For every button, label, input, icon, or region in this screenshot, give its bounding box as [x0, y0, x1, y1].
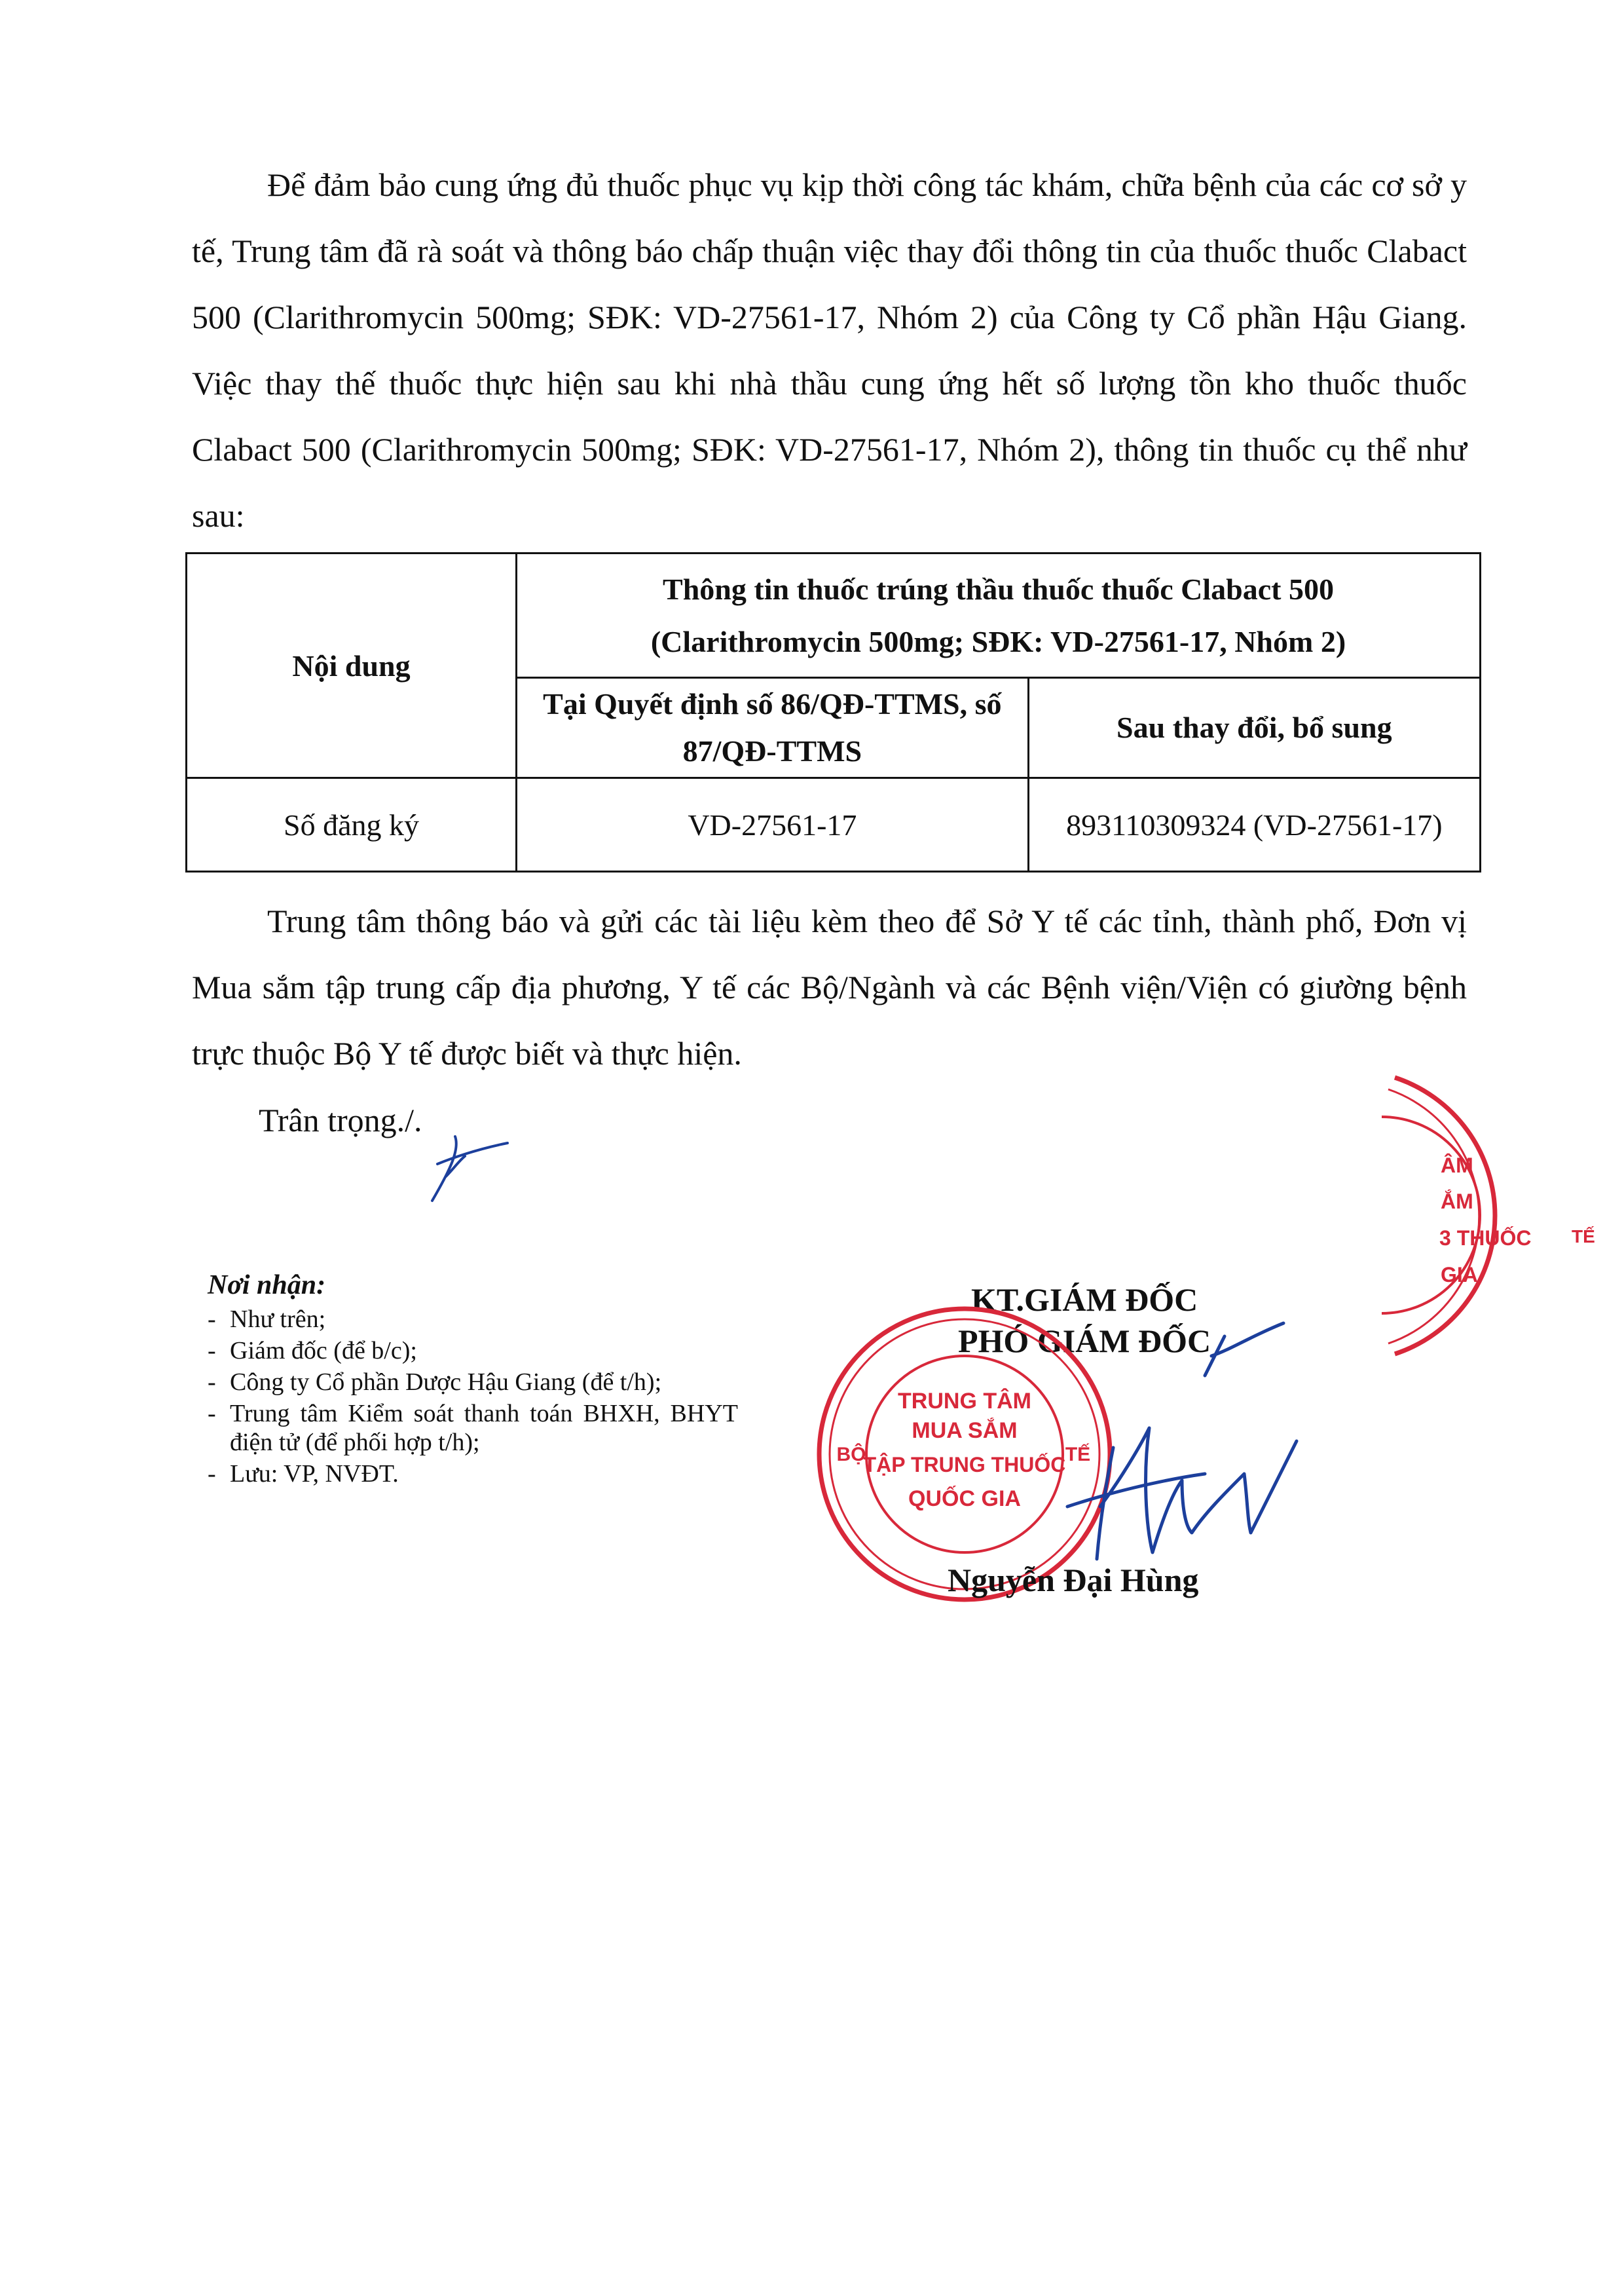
edge-seal-line4: GIA — [1441, 1263, 1478, 1286]
edge-seal-line1: ÂM — [1441, 1154, 1473, 1177]
list-item: - Giám đốc (để b/c); — [208, 1336, 738, 1365]
closing-line: Trân trọng./. — [259, 1102, 422, 1138]
decision-value: VD-27561-17 — [517, 778, 1029, 872]
list-item: - Trung tâm Kiểm soát thanh toán BHXH, BHYT điện tử (để phối hợp t/h); — [208, 1399, 738, 1457]
list-item: - Lưu: VP, NVĐT. — [208, 1459, 738, 1488]
decision-header-line1: Tại Quyết định số 86/QĐ-TTMS, số — [543, 687, 1002, 721]
handwritten-signature-icon — [1008, 1310, 1310, 1585]
page-edge-seal-icon — [1375, 1071, 1611, 1359]
signature-title-line2: PHÓ GIÁM ĐỐC — [958, 1323, 1211, 1359]
seal-text-right: TẾ — [1065, 1444, 1091, 1465]
group-header-line2: (Clarithromycin 500mg; SĐK: VD-27561-17, Nhóm 2) — [650, 624, 1346, 658]
winning-drug-group-header — [517, 554, 1481, 678]
after-change-value: 893110309324 (VD-27561-17) — [1028, 778, 1480, 872]
recipients-block — [208, 1269, 738, 1491]
seal-text-line3: TẬP TRUNG THUỐC — [863, 1453, 1066, 1476]
seal-text-line4: QUỐC GIA — [908, 1486, 1021, 1511]
group-header-line1: Thông tin thuốc trúng thầu thuốc thuốc Clabact 500 — [663, 572, 1334, 606]
seal-text-left: BỘ — [836, 1444, 866, 1465]
decision-header-line2: 87/QĐ-TTMS — [682, 734, 862, 768]
table-row — [187, 778, 1481, 872]
edge-seal-right: TẾ — [1572, 1226, 1595, 1247]
seal-text-line2: MUA SẮM — [912, 1418, 1018, 1443]
signer-name: Nguyễn Đại Hùng — [948, 1562, 1199, 1598]
row-label: Số đăng ký — [187, 778, 517, 872]
recipients-title: Nơi nhận: — [208, 1270, 326, 1300]
decision-column-header — [517, 678, 1029, 778]
seal-text-line1: TRUNG TÂM — [898, 1389, 1031, 1414]
list-item: - Công ty Cổ phần Dược Hậu Giang (để t/h); — [208, 1368, 738, 1397]
list-item: - Như trên; — [208, 1305, 738, 1334]
after-change-column-header: Sau thay đổi, bổ sung — [1028, 678, 1480, 778]
edge-seal-line3: 3 THUỐC — [1439, 1226, 1532, 1250]
table-header-row — [187, 554, 1481, 678]
signature-title-line1: KT.GIÁM ĐỐC — [971, 1281, 1198, 1318]
edge-seal-line2: ẮM — [1441, 1190, 1473, 1213]
notice-paragraph: Trung tâm thông báo và gửi các tài liệu kèm theo để Sở Y tế các tỉnh, thành phố, Đơn vị Mua sắm tập trung cấp địa phương, Y tế các Bộ/Ngành và các Bệnh viện/Viện có giường bệnh trực thuộc Bộ Y tế được biết và thực hiện. — [192, 903, 1467, 1072]
drug-info-table — [185, 552, 1481, 873]
initial-mark-icon — [419, 1130, 511, 1205]
content-column-header: Nội dung — [187, 554, 517, 778]
intro-paragraph: Để đảm bảo cung ứng đủ thuốc phục vụ kịp thời công tác khám, chữa bệnh của các cơ sở y tế, Trung tâm đã rà soát và thông báo chấp thuận việc thay đổi thông tin của thuốc thuốc Clabact 500 (Clarithromycin 500mg; SĐK: VD-27561-17, Nhóm 2) của Công ty Cổ phần Hậu Giang. Việc thay thế thuốc thực hiện sau khi nhà thầu cung ứng hết số lượng tồn kho thuốc thuốc Clabact 500 (Clarithromycin 500mg; SĐK: VD-27561-17, Nhóm 2), thông tin thuốc cụ thể như sau: — [192, 166, 1467, 534]
recipients-list — [208, 1305, 738, 1488]
